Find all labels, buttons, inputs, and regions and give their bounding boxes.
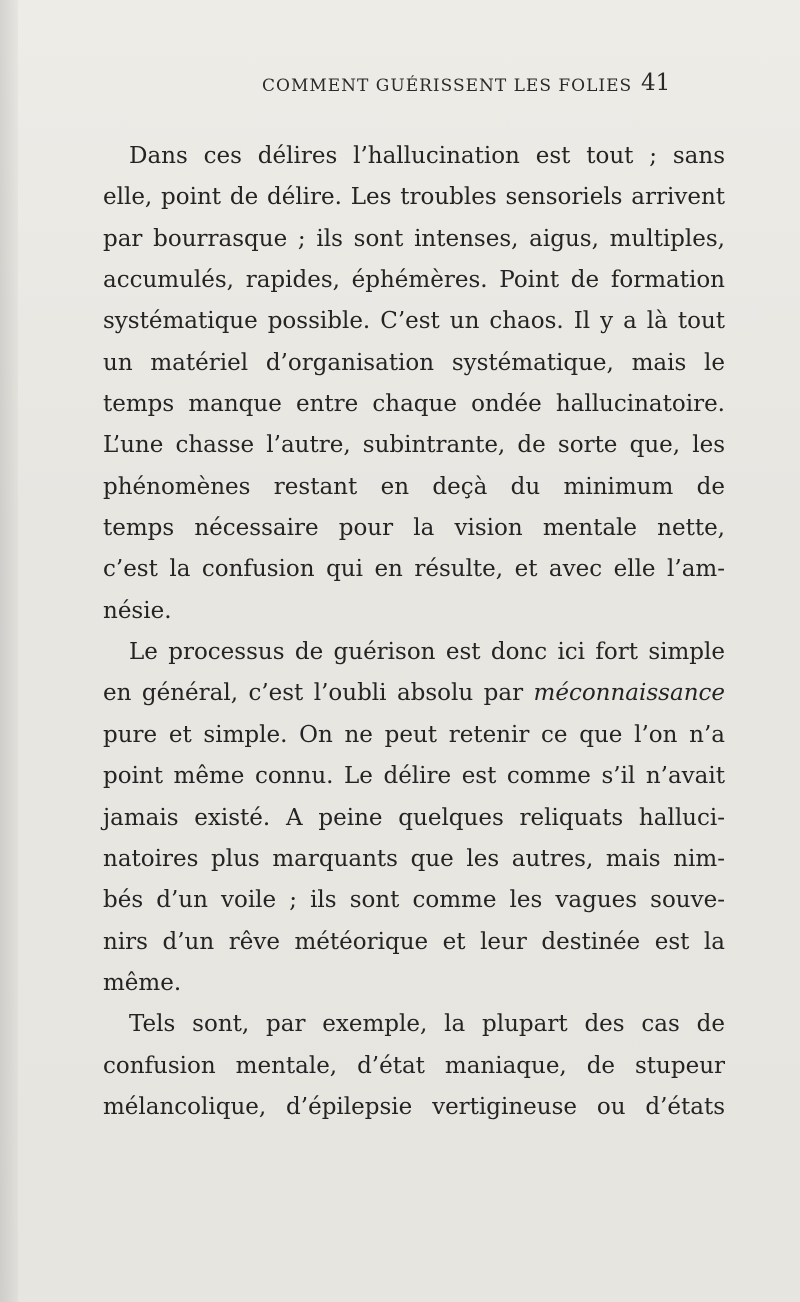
text-line: Dans ces délires l’hallucination est tout ; sans xyxy=(129,143,725,169)
text-fragment: en général, c’est l’oubli absolu par xyxy=(103,680,534,707)
text-line: par bourrasque ; ils sont intenses, aigus, multiples, xyxy=(103,225,725,252)
text-line: mélancolique, d’épilepsie vertigineuse ou d’états xyxy=(103,1093,725,1120)
text-line: temps manque entre chaque ondée hallucinatoire. xyxy=(103,391,725,418)
page-number: 41 xyxy=(641,70,671,96)
text-line: elle, point de délire. Les troubles sensoriels arrivent xyxy=(103,184,725,211)
page-gutter-shadow xyxy=(0,0,18,1302)
text-line: confusion mentale, d’état maniaque, de stupeur xyxy=(103,1052,725,1079)
text-line: bés d’un voile ; ils sont comme les vagues souve- xyxy=(103,887,725,914)
text-line: systématique possible. C’est un chaos. Il y a là tout xyxy=(103,308,725,335)
body-text xyxy=(103,136,725,1128)
text-line: Tels sont, par exemple, la plupart des cas de xyxy=(129,1011,725,1038)
text-line: pure et simple. On ne peut retenir ce que l’on n’a xyxy=(103,721,725,748)
text-line: un matériel d’organisation systématique, mais le xyxy=(103,349,725,376)
text-line: jamais existé. A peine quelques reliquats halluci- xyxy=(103,804,725,831)
text-line: phénomènes restant en deçà du minimum de xyxy=(103,473,725,500)
text-line: accumulés, rapides, éphémères. Point de formation xyxy=(103,267,725,294)
text-line: nirs d’un rêve météorique et leur destinée est la xyxy=(103,928,725,955)
text-line xyxy=(103,673,725,714)
running-head: COMMENT GUÉRISSENT LES FOLIES xyxy=(262,76,633,96)
text-line: nésie. xyxy=(103,597,172,624)
page-header xyxy=(0,70,800,106)
text-line: point même connu. Le délire est comme s’il n’avait xyxy=(103,763,725,790)
text-line: même. xyxy=(103,969,182,996)
text-line: temps nécessaire pour la vision mentale nette, xyxy=(103,515,725,542)
text-line: L’une chasse l’autre, subintrante, de sorte que, les xyxy=(103,432,725,459)
italic-term: méconnaissance xyxy=(533,680,725,707)
text-line: Le processus de guérison est donc ici fort simple xyxy=(129,639,725,666)
text-line: c’est la confusion qui en résulte, et avec elle l’am- xyxy=(103,556,725,583)
text-line: natoires plus marquants que les autres, mais nim- xyxy=(103,845,725,872)
